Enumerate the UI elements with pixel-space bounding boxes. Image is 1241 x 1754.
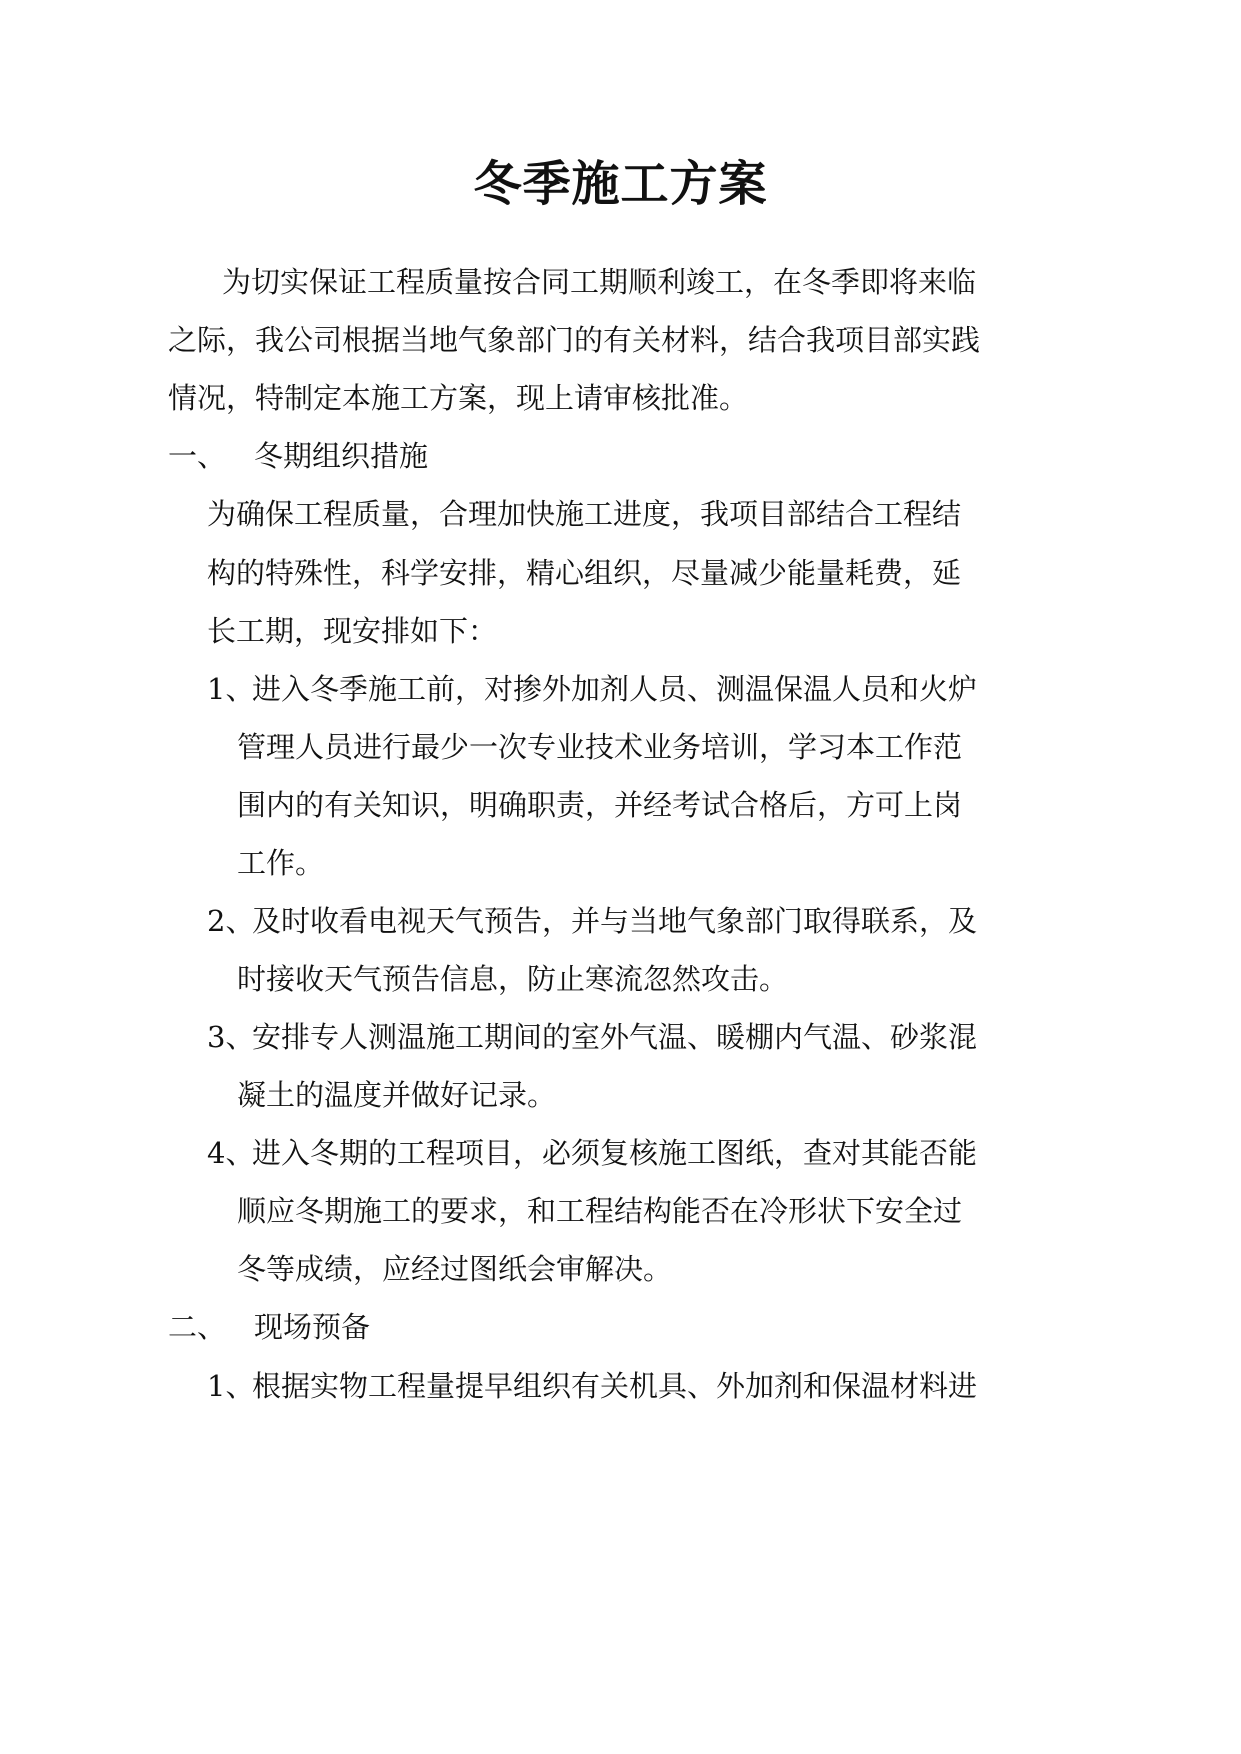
list-item-number: 4、 bbox=[207, 1136, 255, 1170]
section-paragraph-line: 构的特殊性，科学安排，精心组织，尽量减少能量耗费，延 bbox=[207, 556, 962, 590]
list-item-line: 进入冬期的工程项目，必须复核施工图纸，查对其能否能 bbox=[252, 1136, 978, 1170]
list-item-line: 凝土的温度并做好记录。 bbox=[237, 1078, 557, 1112]
list-item-number: 1、 bbox=[207, 672, 255, 706]
section-heading bbox=[168, 1307, 370, 1347]
list-item-line: 围内的有关知识，明确职责，并经考试合格后，方可上岗 bbox=[237, 788, 963, 822]
section-paragraph-line: 为确保工程质量，合理加快施工进度，我项目部结合工程结 bbox=[207, 497, 962, 531]
list-item-line: 工作。 bbox=[237, 846, 325, 880]
section-paragraph-line: 长工期，现安排如下： bbox=[207, 614, 498, 648]
intro-line-1: 为切实保证工程质量按合同工期顺利竣工，在冬季即将来临 bbox=[222, 265, 977, 299]
list-item-line: 根据实物工程量提早组织有关机具、外加剂和保温材料进 bbox=[252, 1369, 978, 1403]
intro-line-3: 情况，特制定本施工方案，现上请审核批准。 bbox=[168, 381, 749, 415]
list-item-number: 3、 bbox=[207, 1020, 255, 1054]
list-item-line: 管理人员进行最少一次专业技术业务培训，学习本工作范 bbox=[237, 730, 963, 764]
list-item-line: 及时收看电视天气预告，并与当地气象部门取得联系，及 bbox=[252, 904, 978, 938]
list-item-number: 1、 bbox=[207, 1369, 255, 1403]
section-heading bbox=[168, 436, 428, 476]
document-title: 冬季施工方案 bbox=[473, 156, 768, 212]
section-title: 现场预备 bbox=[254, 1310, 371, 1344]
list-item-line: 进入冬季施工前，对掺外加剂人员、测温保温人员和火炉 bbox=[252, 672, 978, 706]
list-item-line: 安排专人测温施工期间的室外气温、暖棚内气温、砂浆混 bbox=[252, 1020, 978, 1054]
list-item-line: 顺应冬期施工的要求，和工程结构能否在冷形状下安全过 bbox=[237, 1194, 963, 1228]
list-item-line: 时接收天气预告信息，防止寒流忽然攻击。 bbox=[237, 962, 789, 996]
section-title: 冬期组织措施 bbox=[254, 439, 429, 473]
list-item-line: 冬等成绩，应经过图纸会审解决。 bbox=[237, 1252, 673, 1286]
section-number: 一、 bbox=[168, 439, 227, 473]
list-item-number: 2、 bbox=[207, 904, 255, 938]
section-number: 二、 bbox=[168, 1310, 227, 1344]
intro-line-2: 之际，我公司根据当地气象部门的有关材料，结合我项目部实践 bbox=[168, 323, 981, 357]
